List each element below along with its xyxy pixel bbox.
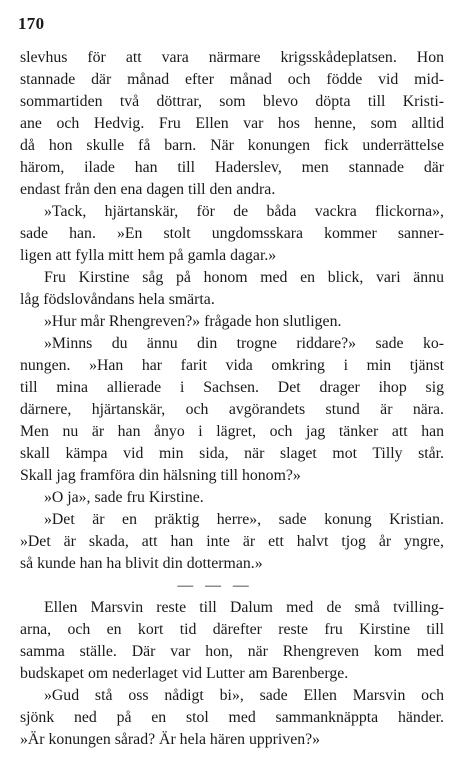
section-separator: — — —: [177, 577, 253, 594]
text-line: sommartiden två döttrar, som blevo döpta till Kristi-: [20, 93, 444, 110]
text-line: härom, ilade han till Haderslev, men stannade där: [20, 159, 444, 176]
text-line: så kunde han ha blivit din dotterman.»: [20, 555, 263, 572]
page-number: 170: [18, 14, 45, 33]
text-line: skall kämpa vid min sida, när slaget mot Tilly står.: [20, 445, 444, 462]
text-line: därnere, hjärtanskär, och avgörandets stund är nära.: [20, 401, 444, 418]
text-line: »Det är skada, att han inte är ett halvt tjog år yngre,: [20, 533, 444, 550]
text-line: låg födslovåndans hela smärta.: [20, 291, 215, 308]
text-line: sade han. »En stolt ungdomsskara kommer sanner-: [20, 225, 444, 242]
text-line: Men nu är han ånyo i lägret, och jag tänker att han: [20, 423, 444, 440]
text-line: »Minns du ännu din trogne riddare?» sade ko-: [44, 335, 444, 352]
text-line: samma ställe. Där var hon, när Rhengreven kom med: [20, 643, 444, 660]
text-line: sjönk ned på en stol med sammanknäppta händer.: [20, 709, 444, 726]
text-line: »Gud stå oss nådigt bi», sade Ellen Marsvin och: [44, 687, 444, 704]
text-line: ligen att fylla mitt hem på gamla dagar.»: [20, 247, 277, 264]
text-line: »Det är en präktig herre», sade konung Kristian.: [44, 511, 444, 528]
text-line: arna, och en kort tid därefter reste fru Kirstine till: [20, 621, 444, 638]
text-line: nungen. »Han har farit vida omkring i min tjänst: [20, 357, 444, 374]
text-line: Ellen Marsvin reste till Dalum med de små tvilling-: [44, 599, 444, 616]
text-line: Fru Kirstine såg på honom med en blick, vari ännu: [44, 269, 444, 286]
text-line: stannade där månad efter månad och födde vid mid-: [20, 71, 444, 88]
text-line: »Tack, hjärtanskär, för de båda vackra flickorna»,: [44, 203, 444, 220]
text-line: »O ja», sade fru Kirstine.: [44, 489, 204, 506]
text-line: budskapet om nederlaget vid Lutter am Barenberge.: [20, 665, 349, 682]
text-line: ane och Hedvig. Fru Ellen var hos henne, som alltid: [20, 115, 444, 132]
text-line: till mina allierade i Sachsen. Det drager ihop sig: [20, 379, 444, 396]
body-text: [20, 47, 444, 751]
text-line: »Är konungen sårad? Är hela hären uppriven?»: [20, 731, 321, 748]
text-line: endast från den ena dagen till den andra.: [20, 181, 276, 198]
text-line: då hon skulle få barn. När konungen fick underrättelse: [20, 137, 444, 154]
text-line: »Hur mår Rhengreven?» frågade hon slutligen.: [44, 313, 342, 330]
text-line: Skall jag framföra din hälsning till honom?»: [20, 467, 301, 484]
text-line: slevhus för att vara närmare krigsskådeplatsen. Hon: [20, 49, 444, 66]
